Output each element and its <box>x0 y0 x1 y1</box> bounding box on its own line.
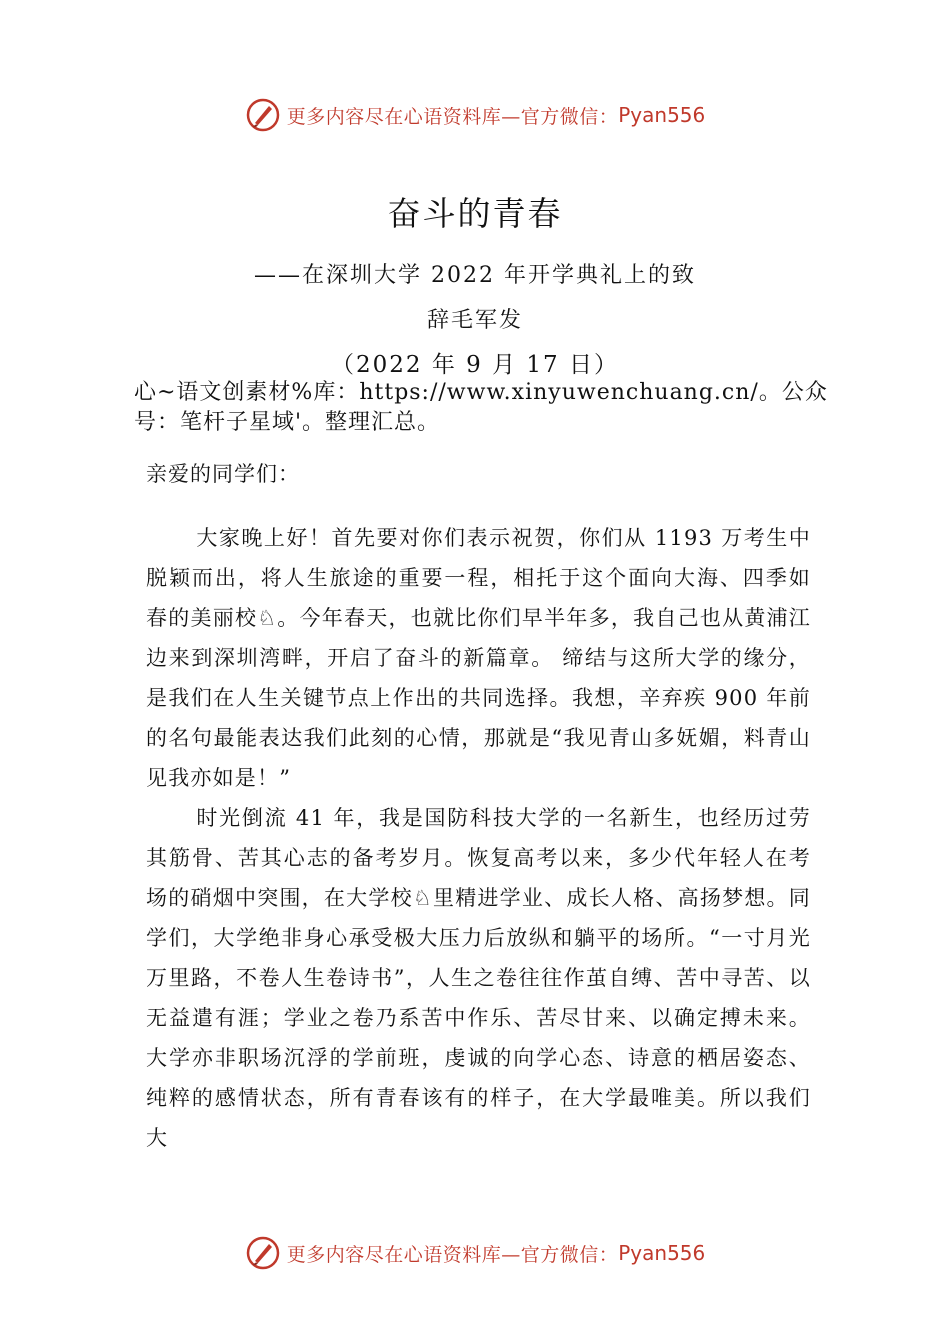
speech-date: （2022 年 9 月 17 日） <box>331 352 619 378</box>
paragraph-1: 大家晚上好！首先要对你们表示祝贺，你们从 1193 万考生中脱颖而出，将人生旅途的重要一程，相托于这个面向大海、四季如春的美丽校♘。今年春天，也就比你们早半年多，我自己也从黄浦江边来到深圳湾畔，开启了奋斗的新篇章。 缔结与这所大学的缘分，是我们在人生关键节点上作出的共同选择。我想，辛弃疾 900 年前的名句最能表达我们此刻的心情，那就是“我见青山多妩媚，料青山见我亦如是！” <box>146 526 811 790</box>
banner-text: 更多内容尽在心语资料库—官方微信： <box>286 1243 619 1266</box>
document-title: 奋斗的青春 <box>387 194 563 233</box>
greeting: 亲爱的同学们： <box>146 462 300 486</box>
subtitle-line-1: ——在深圳大学 2022 年开学典礼上的致 <box>254 263 696 288</box>
brush-logo-icon <box>245 97 281 133</box>
banner-text: 更多内容尽在心语资料库—官方微信： <box>286 105 619 128</box>
header-banner <box>0 95 950 135</box>
banner-wechat-id: Pyan556 <box>618 1241 706 1265</box>
banner-wechat-id: Pyan556 <box>618 103 706 127</box>
subtitle-line-2: 辞毛军发 <box>426 308 523 333</box>
paragraph-2: 时光倒流 41 年，我是国防科技大学的一名新生，也经历过劳其筋骨、苦其心志的备考岁月。恢复高考以来，多少代年轻人在考场的硝烟中突围，在大学校♘里精进学业、成长人格、高扬梦想。同学们，大学绝非身心承受极大压力后放纵和躺平的场所。“一寸月光万里路，不卷人生卷诗书”，人生之卷往往作茧自缚、苦中寻苦、以无益遣有涯；学业之卷乃系苦中作乐、苦尽甘来、以确定搏未来。大学亦非职场沉浮的学前班，虔诚的向学心态、诗意的栖居姿态、纯粹的感情状态，所有青春该有的样子，在大学最唯美。所以我们大 <box>146 806 811 1150</box>
source-note: 心~语文创素材%库：https://www.xinyuwenchuang.cn/。公众号：笔杆子星域'。整理汇总。 <box>134 380 828 435</box>
footer-banner <box>0 1233 950 1273</box>
brush-logo-icon <box>245 1235 281 1271</box>
